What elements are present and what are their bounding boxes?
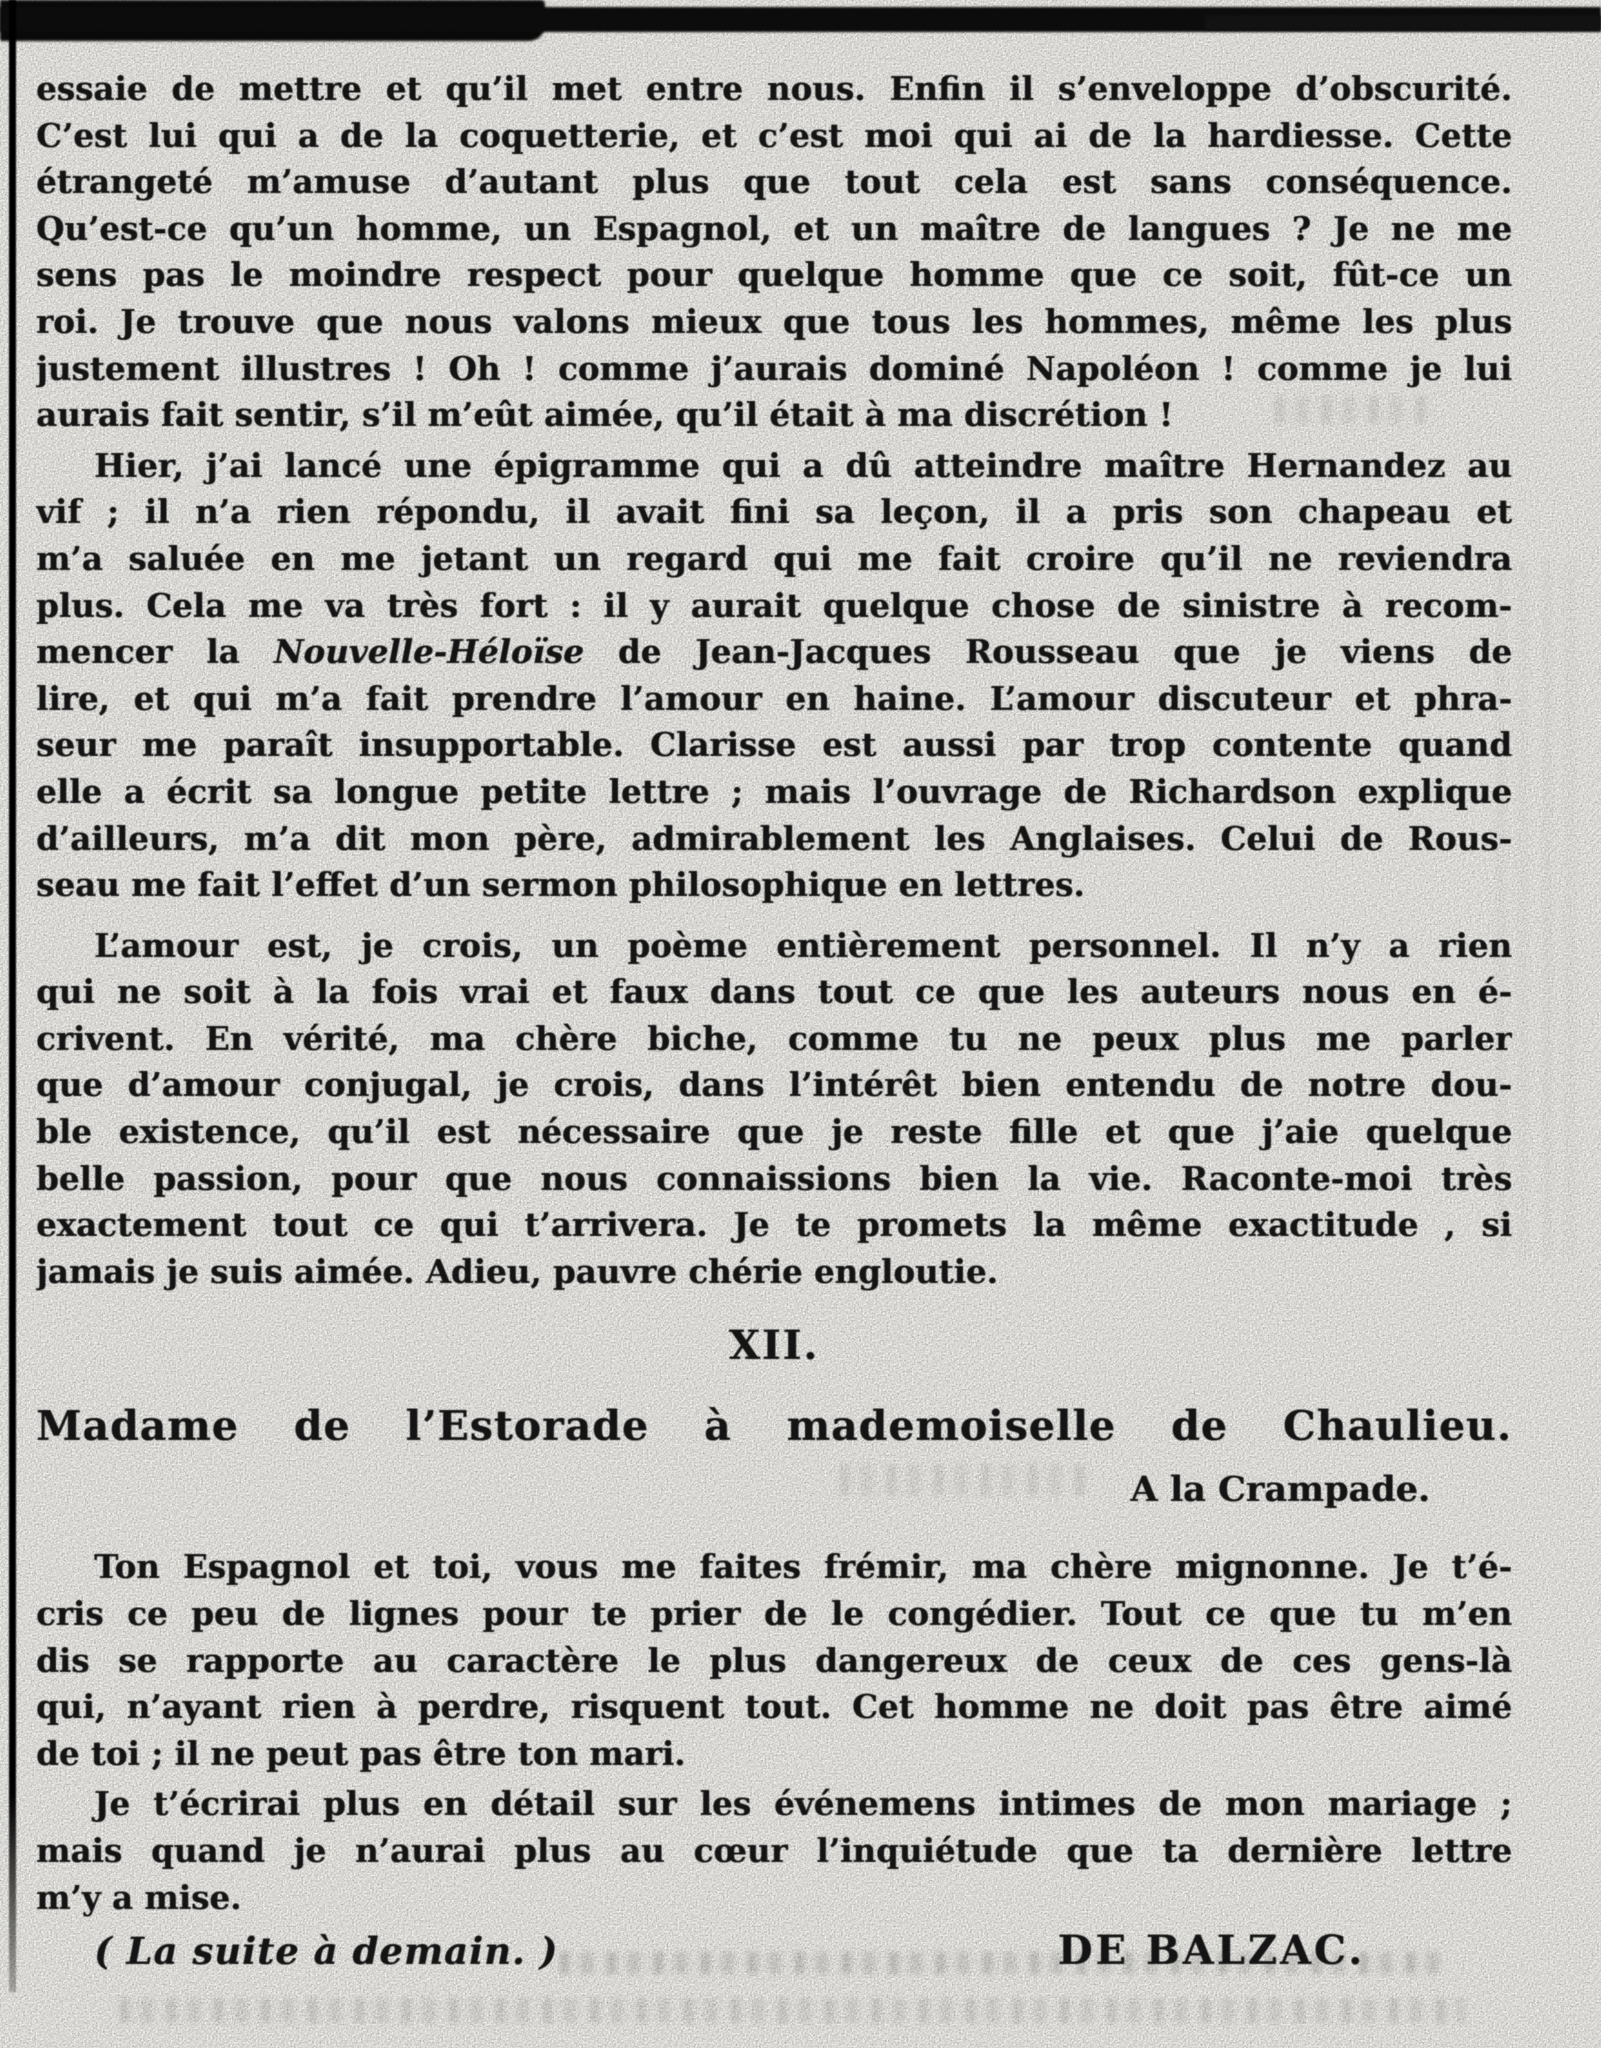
text-line: plus. Cela me va très fort : il y aurait quelque chose de sinistre à recom- — [36, 585, 1512, 625]
body-paragraphs-letter-xi — [36, 66, 1512, 1295]
paragraph — [36, 443, 1512, 909]
text-line: essaie de mettre et qu’il met entre nous. Enfin il s’enveloppe d’obscurité. — [36, 69, 1512, 108]
text-line: exactement tout ce qui t’arrivera. Je te promets la même exactitude , si — [36, 1205, 1512, 1245]
text-line: mais quand je n’aurai plus au cœur l’inquiétude que ta dernière lettre — [36, 1831, 1512, 1870]
bleed-through-smudge — [560, 1952, 1440, 1974]
text-line: lire, et qui m’a fait prendre l’amour en haine. L’amour discuteur et phra- — [36, 678, 1512, 718]
left-column-rule — [9, 0, 16, 1992]
text-line: cris ce peu de lignes pour te prier de le congédier. Tout ce que tu m’en — [36, 1594, 1512, 1634]
paragraph — [36, 1544, 1512, 1777]
bleed-through-smudge — [840, 1464, 1090, 1496]
text-line: justement illustres ! Oh ! comme j’aurais dominé Napoléon ! comme je lui — [36, 348, 1512, 388]
text-line: C’est lui qui a de la coquetterie, et c’est moi qui ai de la hardiesse. Cette — [36, 115, 1512, 155]
text-line: que d’amour conjugal, je crois, dans l’intérêt bien entendu de notre dou- — [36, 1065, 1512, 1105]
text-line: vif ; il n’a rien répondu, il avait fini sa leçon, il a pris son chapeau et — [36, 492, 1512, 532]
text-line: belle passion, pour que nous connaissions bien la vie. Raconte-moi très — [36, 1158, 1512, 1198]
text-line: qui, n’ayant rien à perdre, risquent tout. Cet homme ne doit pas être aimé — [36, 1687, 1512, 1727]
text-line: sens pas le moindre respect pour quelque homme que ce soit, fût-ce un — [36, 255, 1512, 295]
bleed-through-smudge — [1496, 560, 1586, 1260]
letter-heading: Madame de l’Estorade à mademoiselle de Chaulieu. — [36, 1402, 1512, 1451]
text-line: Je t’écrirai plus en détail sur les événemens intimes de mon mariage ; — [94, 1784, 1512, 1824]
text-column — [36, 66, 1512, 1979]
section-number: XII. — [728, 1322, 820, 1370]
text-line: de toi ; il ne peut pas être ton mari. — [36, 1733, 686, 1773]
bleed-through-smudge — [120, 1998, 1465, 2023]
letter-place-dateline: A la Crampade. — [1130, 1469, 1430, 1511]
paragraph — [36, 66, 1512, 439]
text-line: d’ailleurs, m’a dit mon père, admirablement les Anglaises. Celui de Rous- — [36, 818, 1512, 858]
text-line: elle a écrit sa longue petite lettre ; mais l’ouvrage de Richardson explique — [36, 771, 1512, 811]
text-line: m’y a mise. — [36, 1877, 242, 1917]
author-signature: DE BALZAC. — [1057, 1927, 1365, 1975]
text-line: crivent. En vérité, ma chère biche, comme tu ne peux plus me parler — [36, 1018, 1512, 1058]
text-line: roi. Je trouve que nous valons mieux que tous les hommes, même les plus — [36, 301, 1512, 341]
text-line: aurais fait sentir, s’il m’eût aimée, qu’il était à ma discrétion ! — [36, 395, 1174, 435]
text-line: m’a saluée en me jetant un regard qui me fait croire qu’il ne reviendra — [36, 538, 1512, 578]
text-line: mencer la Nouvelle-Héloïse de Jean-Jacques Rousseau que je viens de — [36, 632, 1512, 672]
text-line: ble existence, qu’il est nécessaire que je reste fille et que j’aie quelque — [36, 1112, 1512, 1152]
paragraph — [36, 923, 1512, 1296]
continuation-note: ( La suite à demain. ) — [94, 1929, 559, 1974]
text-line: seur me paraît insupportable. Clarisse est aussi par trop contente quand — [36, 725, 1512, 765]
text-line: L’amour est, je crois, un poème entièrement personnel. Il n’y a rien — [94, 925, 1512, 965]
bleed-through-smudge — [1275, 396, 1435, 424]
text-line: qui ne soit à la fois vrai et faux dans tout ce que les auteurs nous en é- — [36, 972, 1512, 1012]
text-line: dis se rapporte au caractère le plus dangereux de ceux de ces gens-là — [36, 1640, 1512, 1680]
text-line: étrangeté m’amuse d’autant plus que tout cela est sans conséquence. — [36, 162, 1512, 202]
text-line: jamais je suis aimée. Adieu, pauvre chérie engloutie. — [36, 1251, 998, 1291]
text-line: Qu’est-ce qu’un homme, un Espagnol, et un maître de langues ? Je ne me — [36, 208, 1512, 248]
text-line: Ton Espagnol et toi, vous me faites frémir, ma chère mignonne. Je t’é- — [94, 1547, 1512, 1587]
paragraph — [36, 1781, 1512, 1921]
text-line: Hier, j’ai lancé une épigramme qui a dû atteindre maître Hernandez au — [94, 445, 1512, 485]
body-paragraphs-letter-xii — [36, 1544, 1512, 1921]
text-line: seau me fait l’effet d’un sermon philosophique en lettres. — [36, 865, 1085, 905]
top-rule-right-segment — [1205, 15, 1601, 30]
